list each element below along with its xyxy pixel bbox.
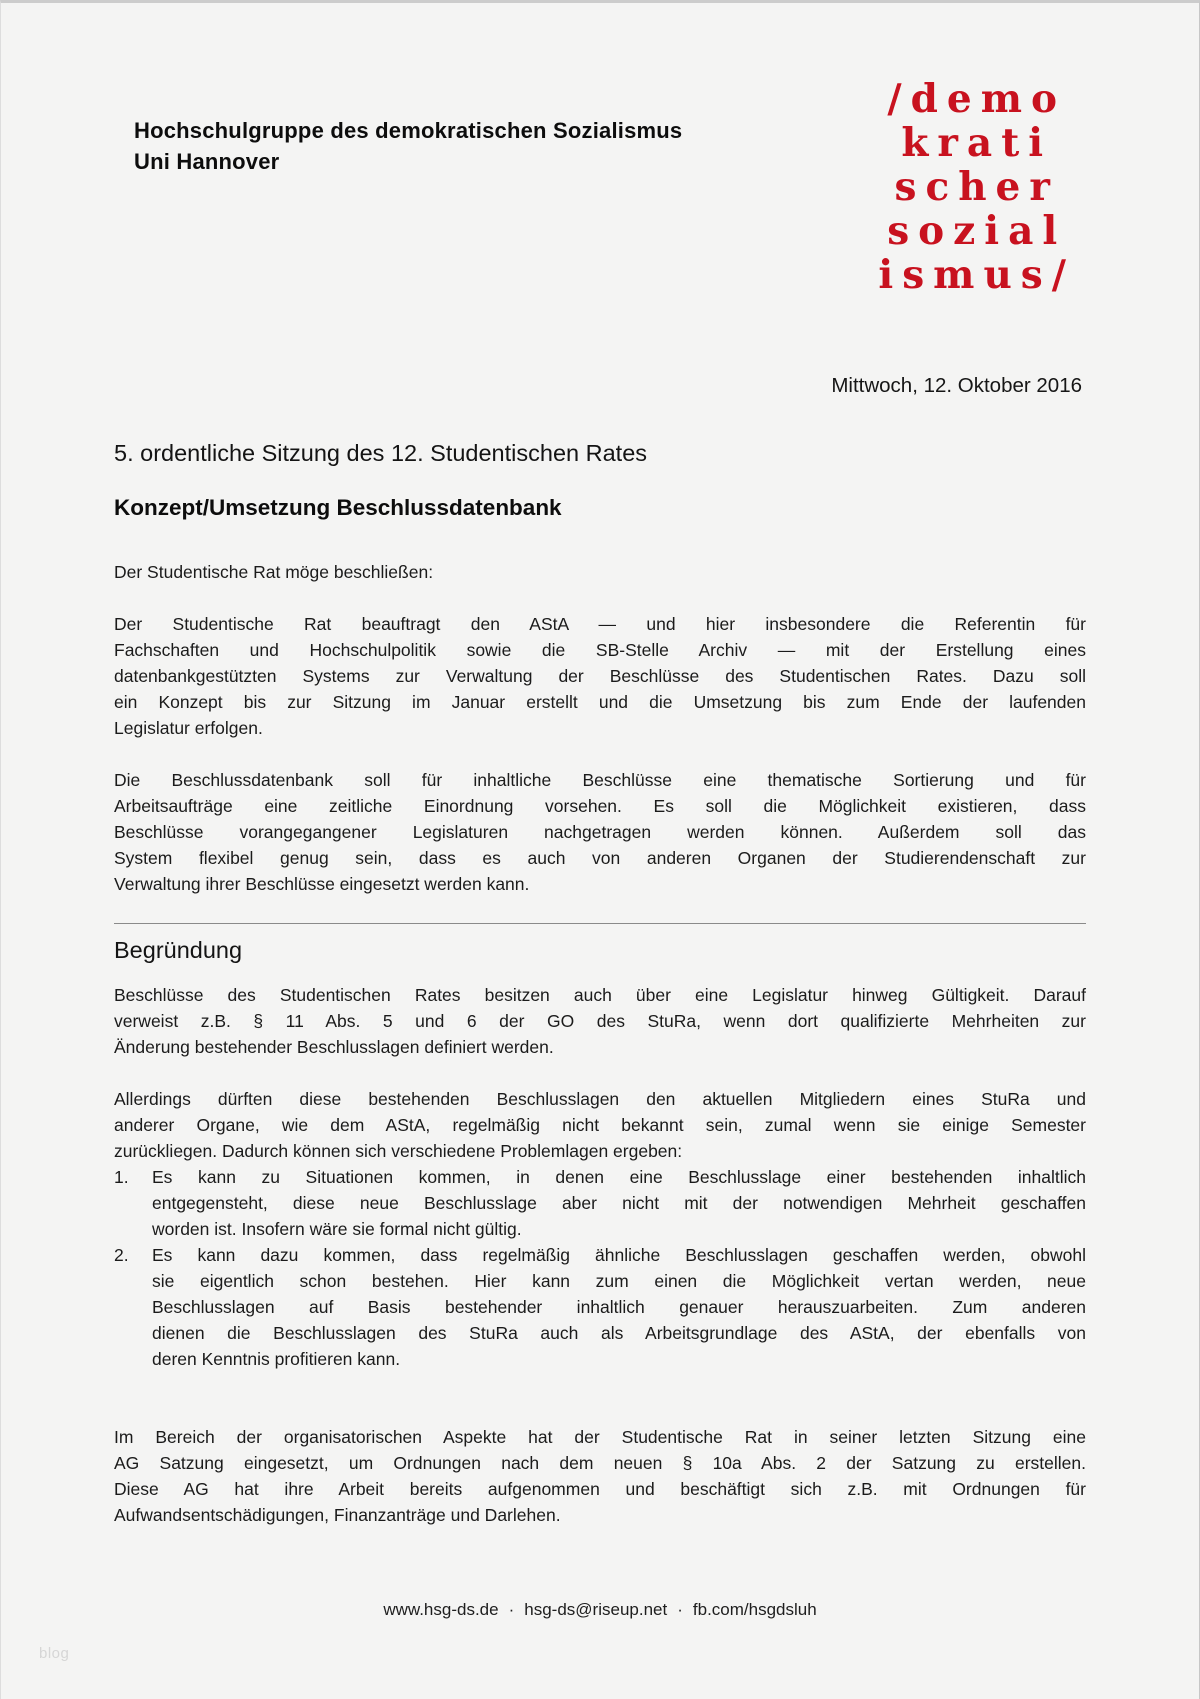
text-line: Aufwandsentschädigungen, Finanzanträge und Darlehen. (114, 1505, 561, 1525)
text-line: Änderung bestehender Beschlusslagen definiert werden. (114, 1037, 554, 1057)
footer-link: www.hsg-ds.de (383, 1600, 499, 1619)
text-line: deren Kenntnis profitieren kann. (152, 1349, 401, 1369)
text-line: ein Konzept bis zur Sitzung im Januar erstellt und die Umsetzung bis zum Ende der laufenden (114, 692, 1086, 712)
text-line: Allerdings dürften diese bestehenden Beschlusslagen den aktuellen Mitgliedern eines StuRa und (114, 1089, 1086, 1109)
footer-separator: · (677, 1600, 683, 1619)
logo-word: ismus/ (878, 252, 1075, 298)
paragraph (114, 1424, 1086, 1528)
text-line: Fachschaften und Hochschulpolitik sowie die SB-Stelle Archiv — mit der Erstellung eines (114, 640, 1086, 660)
text-line: Im Bereich der organisatorischen Aspekte hat der Studentische Rat in seiner letzten Sitzung eine (114, 1427, 1086, 1447)
text-line: Beschlüsse des Studentischen Rates besitzen auch über eine Legislatur hinweg Gültigkeit. Darauf (114, 985, 1086, 1005)
text-line: entgegensteht, diese neue Beschlusslage aber nicht mit der notwendigen Mehrheit geschaffen (152, 1193, 1086, 1213)
text-line: System flexibel genug sein, dass es auch von anderen Organen der Studierendenschaft zur (114, 848, 1086, 868)
text-line: Diese AG hat ihre Arbeit bereits aufgenommen und beschäftigt sich z.B. mit Ordnungen für (114, 1479, 1086, 1499)
text-line: Beschlüsse vorangegangener Legislaturen nachgetragen werden können. Außerdem soll das (114, 822, 1086, 842)
footer-contact-line (114, 1600, 1086, 1620)
footer-link: hsg-ds@riseup.net (524, 1600, 668, 1619)
logo-word: krati (901, 120, 1053, 166)
text-line: sie eigentlich schon bestehen. Hier kann zum einen die Möglichkeit vertan werden, neue (152, 1271, 1086, 1291)
footer-separator: · (508, 1600, 515, 1619)
paragraph (114, 1086, 1086, 1164)
text-line: Arbeitsaufträge eine zeitliche Einordnung vorsehen. Es soll die Möglichkeit existieren, dass (114, 796, 1086, 816)
text-line: Legislatur erfolgen. (114, 718, 263, 738)
session-title: 5. ordentliche Sitzung des 12. Studentischen Rates (114, 440, 648, 466)
organization-name (134, 115, 682, 177)
text-line: Beschlusslagen auf Basis bestehender inhaltlich genauer herauszuarbeiten. Zum anderen (152, 1297, 1086, 1317)
logo-word: scher (894, 164, 1059, 210)
text-line: Der Studentische Rat beauftragt den AStA — und hier insbesondere die Referentin für (114, 614, 1086, 634)
paragraph (114, 982, 1086, 1060)
logo-word: /demo (887, 76, 1066, 122)
text-line: anderer Organe, wie dem AStA, regelmäßig nicht bekannt sein, zumal wenn sie einige Semester (114, 1115, 1086, 1135)
logo-word: sozial (887, 208, 1067, 254)
paragraph (114, 611, 1086, 741)
text-line: Es kann dazu kommen, dass regelmäßig ähnliche Beschlusslagen geschaffen werden, obwohl (152, 1245, 1086, 1265)
motion-title: Konzept/Umsetzung Beschlussdatenbank (114, 495, 562, 520)
document-body (114, 553, 1086, 1554)
list-item-text (152, 1242, 1086, 1372)
list-item-text (152, 1164, 1086, 1242)
text-line: Es kann zu Situationen kommen, in denen eine Beschlusslage einer bestehenden inhaltlich (152, 1167, 1086, 1187)
text-line: worden ist. Insofern wäre sie formal nicht gültig. (152, 1219, 522, 1239)
text-line: Die Beschlussdatenbank soll für inhaltliche Beschlüsse eine thematische Sortierung und für (114, 770, 1086, 790)
list-item-number: 1. (114, 1167, 129, 1187)
text-line: datenbankgestützten Systems zur Verwaltung der Beschlüsse des Studentischen Rates. Dazu soll (114, 666, 1086, 686)
text-line: AG Satzung eingesetzt, um Ordnungen nach dem neuen § 10a Abs. 2 der Satzung zu erstellen. (114, 1453, 1086, 1473)
organization-name-line1: Hochschulgruppe des demokratischen Sozialismus (134, 118, 683, 143)
resolution-intro: Der Studentische Rat möge beschließen: (114, 562, 434, 582)
text-line: Verwaltung ihrer Beschlüsse eingesetzt werden kann. (114, 874, 530, 894)
blog-watermark: blog (39, 1645, 70, 1662)
document-date: Mittwoch, 12. Oktober 2016 (831, 374, 1082, 397)
paragraph (114, 767, 1086, 897)
hsg-ds-logo (878, 76, 1075, 298)
organization-name-line2: Uni Hannover (134, 149, 280, 174)
list-item-number: 2. (114, 1245, 129, 1265)
footer-link: fb.com/hsgdsluh (692, 1600, 817, 1619)
numbered-list (114, 1164, 1086, 1372)
text-line: dienen die Beschlusslagen des StuRa auch als Arbeitsgrundlage des AStA, der ebenfalls von (152, 1323, 1086, 1343)
section-divider (114, 923, 1086, 924)
text-line: verweist z.B. § 11 Abs. 5 und 6 der GO des StuRa, wenn dort qualifizierte Mehrheiten zur (114, 1011, 1086, 1031)
text-line: zurückliegen. Dadurch können sich verschiedene Problemlagen ergeben: (114, 1141, 683, 1161)
list-item (114, 1164, 1086, 1242)
section-heading: Begründung (114, 937, 243, 963)
list-item (114, 1242, 1086, 1372)
